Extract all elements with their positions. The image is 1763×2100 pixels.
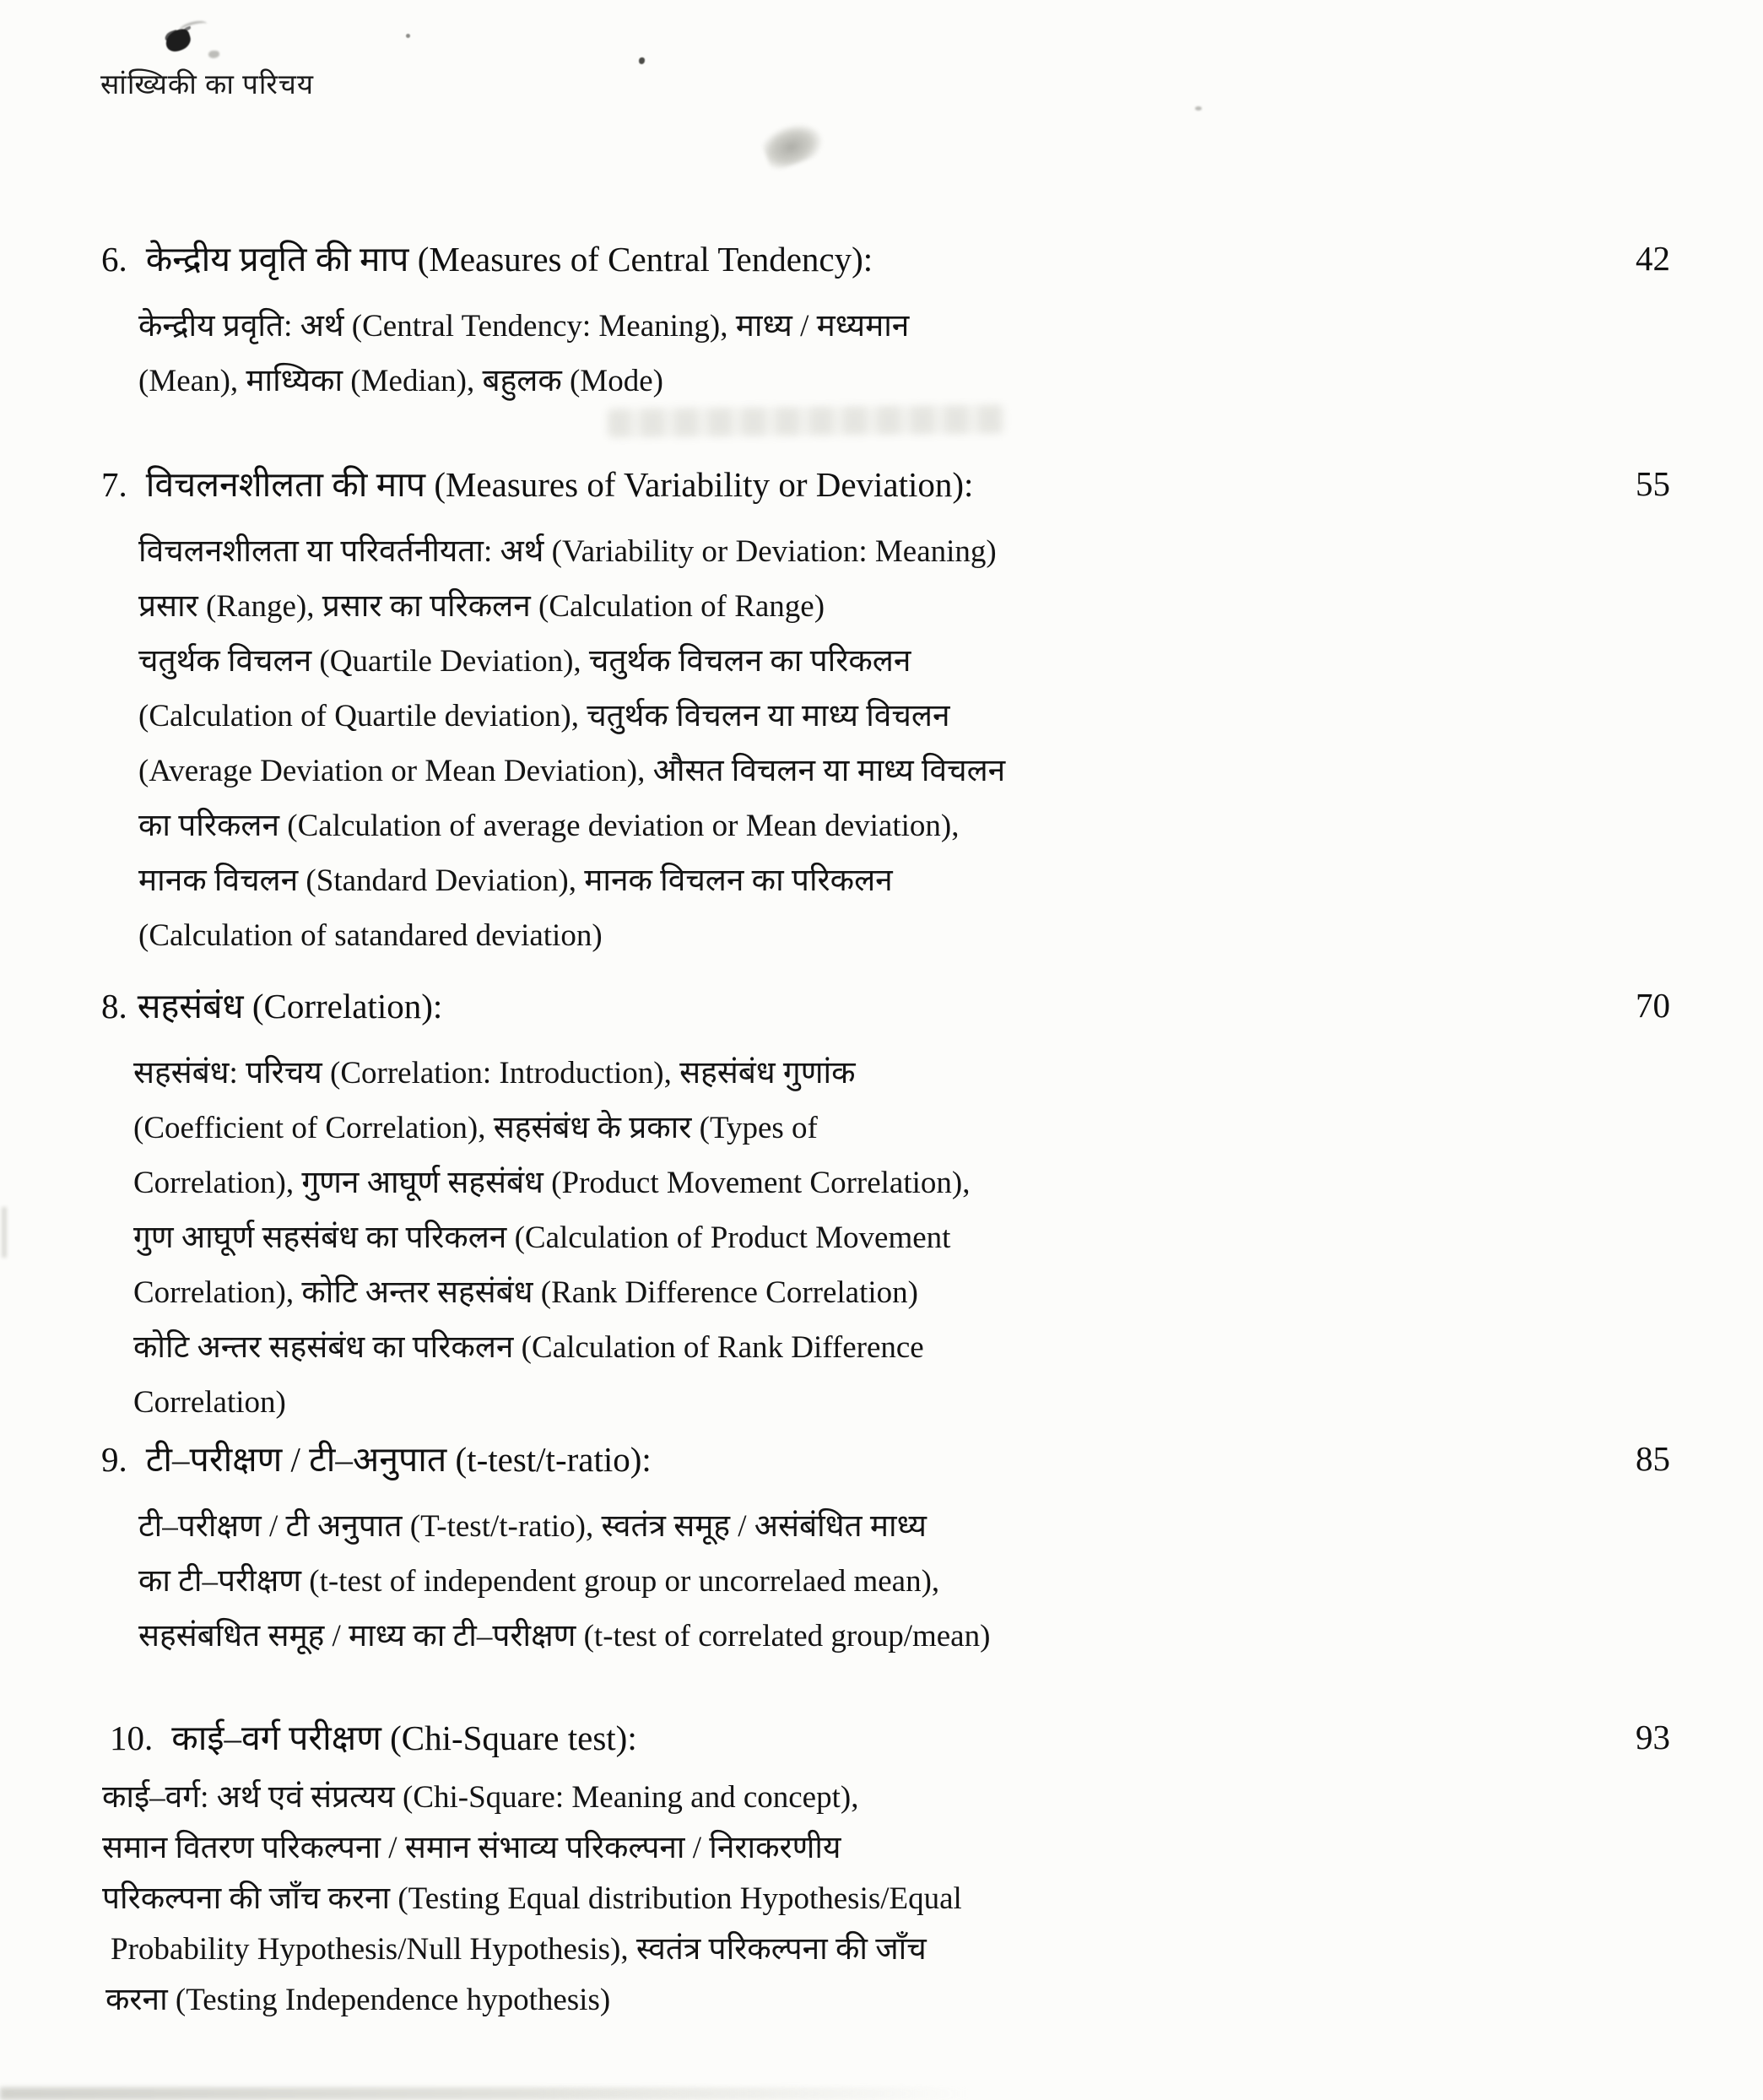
subtopic-line: Correlation) [133,1385,286,1420]
scan-speck-artifact [406,34,410,38]
chapter-title: विचलनशीलता की माप (Measures of Variability or Deviation): [145,465,974,504]
chapter-page-number: 70 [1636,986,1670,1025]
chapter-number: 8. [101,987,127,1026]
chapter-title: केन्द्रीय प्रवृति की माप (Measures of Central Tendency): [145,240,873,279]
subtopic-line: का परिकलन (Calculation of average deviation or Mean deviation), [138,809,960,843]
chapter-heading [101,460,973,507]
ink-smudge-artifact [163,27,193,54]
subtopic-line: गुण आघूर्ण सहसंबंध का परिकलन (Calculation of Product Movement [133,1220,951,1255]
subtopic-line: प्रसार (Range), प्रसार का परिकलन (Calculation of Range) [138,589,825,624]
subtopic-line: (Calculation of satandared deviation) [138,918,603,953]
subtopic-line: Probability Hypothesis/Null Hypothesis), स्वतंत्र परिकल्पना की जाँच [111,1932,927,1967]
chapter-page-number: 85 [1636,1439,1670,1478]
chapter-subtopics [138,1499,990,1664]
subtopic-line: कोटि अन्तर सहसंबंध का परिकलन (Calculation of Rank Difference [133,1330,924,1365]
chapter-title: सहसंबंध (Correlation): [137,987,443,1026]
bleed-through-text-artifact [608,405,1004,438]
scan-speck-artifact [1195,106,1202,111]
subtopic-line: काई–वर्ग: अर्थ एवं संप्रत्यय (Chi-Square: Meaning and concept), [102,1780,859,1815]
subtopic-line: Correlation), कोटि अन्तर सहसंबंध (Rank Difference Correlation) [133,1275,918,1310]
subtopic-line: करना (Testing Independence hypothesis) [105,1983,611,2017]
subtopic-line: (Mean), माध्यिका (Median), बहुलक (Mode) [138,364,663,398]
chapter-heading [101,1435,652,1482]
chapter-number: 9. [101,1440,127,1479]
chapter-subtopics [102,1773,962,2026]
eraser-smudge-artifact [759,116,828,172]
subtopic-line: (Calculation of Quartile deviation), चतुर्थक विचलन या माध्य विचलन [138,699,950,733]
chapter-number: 7. [101,465,127,504]
chapter-number: 6. [101,240,127,279]
page-header: सांख्यिकी का परिचय [100,70,315,100]
chapter-page-number: 42 [1636,239,1670,278]
chapter-heading [110,1713,637,1761]
subtopic-line: मानक विचलन (Standard Deviation), मानक विचलन का परिकलन [138,863,893,898]
subtopic-line: का टी–परीक्षण (t-test of independent group or uncorrelaed mean), [138,1564,940,1599]
bleed-through-text-artifact [1038,412,1198,434]
chapter-subtopics [138,524,1005,963]
chapter-number: 10. [110,1718,154,1757]
chapter-page-number: 55 [1636,464,1670,503]
subtopic-line: सहसंबधित समूह / माध्य का टी–परीक्षण (t-test of correlated group/mean) [138,1619,991,1653]
chapter-heading [101,235,873,282]
chapter-subtopics [138,299,909,409]
subtopic-line: केन्द्रीय प्रवृति: अर्थ (Central Tendency: Meaning), माध्य / मध्यमान [138,309,910,344]
chapter-heading [101,982,442,1029]
chapter-title: टी–परीक्षण / टी–अनुपात (t-test/t-ratio): [145,1440,652,1479]
ink-smudge-tail-artifact [178,19,208,36]
subtopic-line: विचलनशीलता या परिवर्तनीयता: अर्थ (Variability or Deviation: Meaning) [138,534,997,569]
scan-dot-artifact [639,57,645,64]
pencil-mark-artifact [208,51,219,58]
subtopic-line: टी–परीक्षण / टी अनुपात (T-test/t-ratio), स्वतंत्र समूह / असंबंधित माध्य [138,1509,927,1544]
chapter-title: काई–वर्ग परीक्षण (Chi-Square test): [171,1718,637,1757]
scan-edge-mark-artifact [2,1207,7,1258]
subtopic-line: (Coefficient of Correlation), सहसंबंध के प्रकार (Types of [133,1111,818,1145]
chapter-subtopics [133,1046,970,1430]
subtopic-line: समान वितरण परिकल्पना / समान संभाव्य परिकल्पना / निराकरणीय [102,1831,841,1865]
subtopic-line: Correlation), गुणन आघूर्ण सहसंबंध (Product Movement Correlation), [133,1166,971,1200]
scan-edge-shadow-artifact [0,2087,971,2100]
subtopic-line: चतुर्थक विचलन (Quartile Deviation), चतुर्थक विचलन का परिकलन [138,644,911,679]
subtopic-line: सहसंबंध: परिचय (Correlation: Introduction), सहसंबंध गुणांक [133,1056,856,1091]
subtopic-line: परिकल्पना की जाँच करना (Testing Equal distribution Hypothesis/Equal [102,1881,962,1916]
subtopic-line: (Average Deviation or Mean Deviation), औसत विचलन या माध्य विचलन [138,754,1006,788]
chapter-page-number: 93 [1636,1718,1670,1756]
